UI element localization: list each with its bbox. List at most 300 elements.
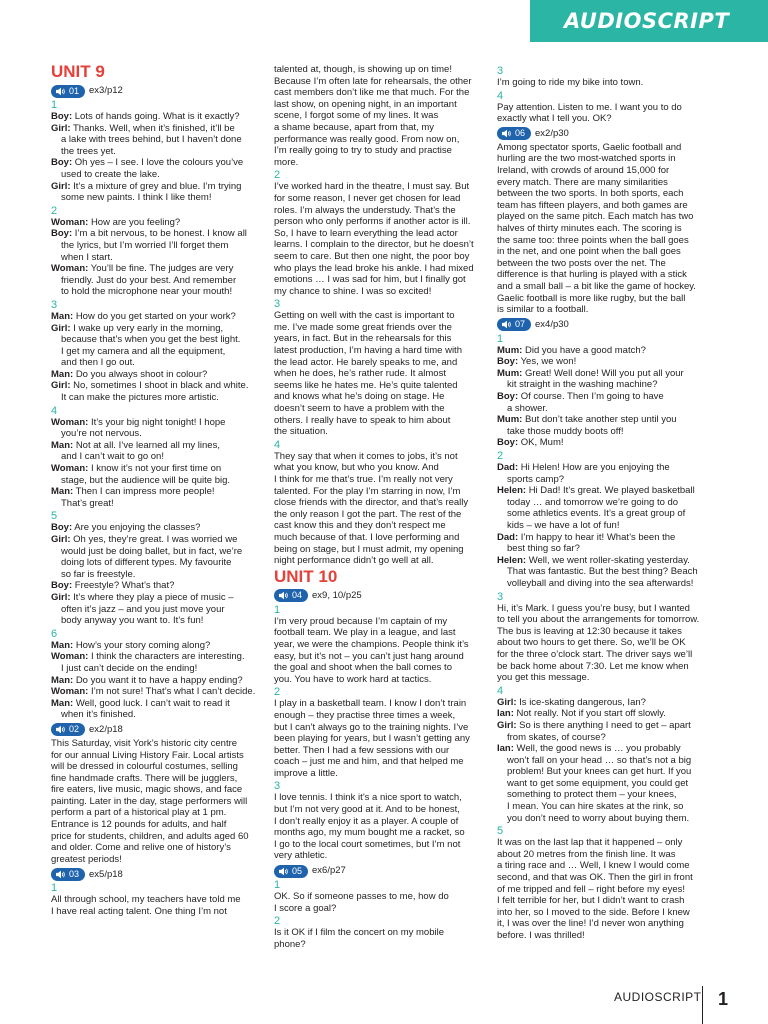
dialogue-line <box>51 111 261 123</box>
text-line: I score a goal? <box>274 902 337 914</box>
banner-title: AUDIOSCRIPT <box>564 9 730 33</box>
item-number: 1 <box>51 882 58 895</box>
audio-track <box>497 318 707 332</box>
dialogue-line <box>497 743 707 755</box>
text-line: before. I was thrilled! <box>497 930 585 941</box>
dialogue-continuation: a shower. <box>507 402 548 414</box>
item-number: 1 <box>274 879 281 892</box>
speaker-name: Man: <box>51 486 74 498</box>
text-line: enough – they practise three times a week, <box>274 709 456 721</box>
dialogue-continuation: sports camp? <box>507 473 565 485</box>
dialogue-continuation: to hold the microphone near your mouth! <box>61 286 233 298</box>
text-line: months ago, my mum bought me a racket, so <box>274 827 465 839</box>
audio-track <box>497 127 707 141</box>
speaker-name: Boy: <box>497 391 519 403</box>
speaker-name: Girl: <box>497 696 517 708</box>
speaker-name: Woman: <box>51 416 89 428</box>
dialogue-line <box>51 463 261 475</box>
item-number: 2 <box>274 686 281 699</box>
text-line: a tiring race and … Well, I knew I would come <box>497 860 690 872</box>
text-line: I’m very proud because I’m captain of my <box>274 615 448 627</box>
dialogue-text: Is ice-skating dangerous, Ian? <box>519 696 646 708</box>
audio-track <box>274 864 482 878</box>
dialogue-text: I think the characters are interesting. <box>90 651 245 663</box>
dialogue-text: Freestyle? What’s that? <box>74 580 175 592</box>
column-middle <box>274 64 482 950</box>
dialogue-text: How do you get started on your work? <box>75 310 236 322</box>
dialogue-text: Thanks. Well, when it’s finished, it’ll be <box>73 122 235 134</box>
dialogue-line <box>497 356 707 368</box>
dialogue-line <box>51 698 261 710</box>
dialogue-continuation: so far is freestyle. <box>61 568 136 580</box>
speaker-name: Helen: <box>497 485 527 497</box>
speaker-name: Boy: <box>51 111 73 122</box>
text-line: and knows what he’s doing on stage. He <box>274 391 445 403</box>
text-line: It was on the last lap that it happened – only <box>497 837 683 849</box>
unit-heading: UNIT 10 <box>274 566 338 586</box>
dialogue-line <box>497 368 707 380</box>
text-line: I don’t really enjoy it as a player. A couple of <box>274 815 459 827</box>
dialogue-line <box>497 708 707 720</box>
dialogue-text: Are you enjoying the classes? <box>74 522 201 534</box>
dialogue-continuation: kit straight in the washing machine? <box>507 379 658 391</box>
text-line: you. You have to work hard at tactics. <box>274 673 432 685</box>
text-line: close friends with the director, and that’s really <box>274 497 469 509</box>
text-line: Because I’m often late for rehearsals, the other <box>274 75 472 87</box>
dialogue-text: I wake up very early in the morning, <box>73 322 224 334</box>
speaker-name: Ian: <box>497 743 514 755</box>
dialogue-continuation: won’t fall on your head … so that’s not a big <box>507 754 692 766</box>
dialogue-continuation: the lyrics, but I’m worried I’ll forget them <box>61 239 229 251</box>
track-number: 06 <box>515 128 526 139</box>
audioscript-banner <box>530 0 768 42</box>
speaker-name: Man: <box>51 310 74 322</box>
item-number: 6 <box>51 627 58 640</box>
text-line: every match. There are many similarities <box>497 176 668 188</box>
text-line: hurling are the two most-watched sports in <box>497 153 676 165</box>
dialogue-continuation: some athletics events. It’s a great group of <box>507 508 686 520</box>
speaker-name: Mum: <box>497 344 523 356</box>
text-line: halves of thirty minutes each. The scoring is <box>497 222 682 234</box>
text-line: So, I have to learn everything the lead actor <box>274 227 458 239</box>
dialogue-text: You’ll be fine. The judges are very <box>90 263 234 275</box>
dialogue-line <box>51 675 261 687</box>
text-line: I love tennis. I think it’s a nice sport to watch, <box>274 792 462 804</box>
dialogue-continuation: I mean. You can hire skates at the rink, so <box>507 801 684 813</box>
exercise-reference: ex4/p30 <box>535 318 569 330</box>
dialogue-text: Did you have a good match? <box>524 344 646 356</box>
audio-track-button[interactable] <box>497 127 531 140</box>
dialogue-line <box>51 534 261 546</box>
dialogue-continuation: from skates, of course? <box>507 731 606 743</box>
speaker-icon <box>279 591 289 600</box>
dialogue-text: OK, Mum! <box>520 437 564 449</box>
dialogue-continuation: problem! But your knees can get hurt. If you <box>507 766 692 778</box>
dialogue-line <box>51 380 261 392</box>
item-number: 4 <box>497 89 504 102</box>
text-line: into her, so I moved to the side. Before I knew <box>497 906 690 918</box>
dialogue-line <box>51 157 261 169</box>
speaker-icon <box>56 87 66 96</box>
speaker-name: Man: <box>51 697 74 709</box>
item-number: 1 <box>51 99 58 111</box>
dialogue-text: Well, good luck. I can’t wait to read it <box>75 697 230 709</box>
speaker-name: Boy: <box>497 356 519 368</box>
dialogue-line <box>51 592 261 604</box>
text-line: being on stage, but I must admit, my opening <box>274 543 464 555</box>
audio-track <box>51 84 261 98</box>
dialogue-line <box>51 440 261 452</box>
text-line: Hi, it’s Mark. I guess you’re busy, but I wanted <box>497 602 690 614</box>
text-line: for the three o’clock start. The driver says we’ll <box>497 648 693 660</box>
audio-track-button[interactable] <box>51 868 85 881</box>
dialogue-continuation: when I start. <box>61 251 113 263</box>
speaker-name: Dad: <box>497 531 519 543</box>
text-line: I have real acting talent. One thing I’m not <box>51 906 227 918</box>
audio-track <box>274 589 482 603</box>
exercise-reference: ex9, 10/p25 <box>312 589 362 601</box>
text-line: I go to the local court sometimes, but I’m not <box>274 838 461 850</box>
text-line: you get this message. <box>497 672 590 684</box>
text-line: They say that when it comes to jobs, it’s not <box>274 450 458 462</box>
item-number: 3 <box>497 65 504 77</box>
item-number: 3 <box>497 590 504 603</box>
text-line: Ireland, with crowds of around 15,000 for <box>497 164 670 176</box>
text-line: the same too: three points when the ball goes <box>497 234 689 246</box>
text-line: be back home about 7:30. Let me know when <box>497 660 689 672</box>
speaker-name: Boy: <box>51 522 73 534</box>
dialogue-text: No, sometimes I shoot in black and white. <box>73 380 249 392</box>
text-line: learns. I complain to the director, but he doesn’t <box>274 239 474 251</box>
text-line: me. I’ve made some great friends over the <box>274 321 452 333</box>
text-line: night performance didn’t go well at all. <box>274 555 434 567</box>
text-line: cast members don’t like me that much. For the <box>274 87 470 99</box>
speaker-name: Ian: <box>497 708 514 720</box>
dialogue-text: I’m happy to hear it! What’s been the <box>520 531 676 543</box>
text-line: Getting on well with the cast is important to <box>274 310 455 322</box>
dialogue-continuation: best thing so far? <box>507 543 580 555</box>
text-line: the lead actor. He barely speaks to me, and <box>274 356 458 368</box>
text-line: of me tripped and fell – right before my eyes! <box>497 883 685 895</box>
text-line: more. <box>274 156 299 168</box>
speaker-name: Girl: <box>51 122 71 134</box>
text-line: but I’m not very good at it. And to be honest, <box>274 804 460 816</box>
audio-track-button[interactable] <box>51 85 85 98</box>
text-line: talented at, though, is showing up on time! <box>274 64 452 75</box>
dialogue-text: So is there anything I need to get – apart <box>519 719 691 731</box>
speaker-icon <box>502 320 512 329</box>
speaker-name: Girl: <box>51 322 71 334</box>
unit-heading: UNIT 9 <box>51 62 105 81</box>
text-line: very athletic. <box>274 850 328 862</box>
text-line: Among spectator sports, Gaelic football and <box>497 141 682 153</box>
text-line: last show, on opening night, in an important <box>274 98 457 110</box>
item-number: 3 <box>274 780 281 793</box>
item-number: 2 <box>51 204 58 217</box>
item-number: 2 <box>274 169 281 182</box>
dialogue-line <box>51 686 261 698</box>
text-line: between the two posts over the net. The <box>497 257 666 269</box>
text-line: when he does, he’s rather rude. It almost <box>274 368 446 380</box>
column-left <box>51 62 261 918</box>
dialogue-line <box>51 263 261 275</box>
exercise-reference: ex6/p27 <box>312 865 346 877</box>
dialogue-line <box>51 217 261 229</box>
text-line: cast know this and they don’t respect me <box>274 520 446 532</box>
text-line: what you know, but who you know. And <box>274 462 439 474</box>
dialogue-text: Oh yes, they’re great. I was worried we <box>73 534 238 545</box>
dialogue-text: I’m a bit nervous, to be honest. I know all <box>74 228 247 240</box>
text-line: scene, I forgot some of my lines. It was <box>274 110 439 122</box>
dialogue-continuation: and I can’t wait to go on! <box>61 451 164 463</box>
dialogue-text: Not really. Not if you start off slowly. <box>516 708 666 720</box>
text-line: I’ve worked hard in the theatre, I must say. But <box>274 181 470 193</box>
track-number: 07 <box>515 319 526 330</box>
text-line: will be dressed in colourful costumes, selling <box>51 761 238 773</box>
item-number: 5 <box>51 510 58 523</box>
speaker-name: Girl: <box>497 719 517 731</box>
speaker-name: Woman: <box>51 263 89 275</box>
text-line: I’m really going to try to study and practise <box>274 145 452 157</box>
dialogue-text: How are you feeling? <box>90 216 181 228</box>
text-line: seems like he hates me. He’s quite talented <box>274 379 458 391</box>
dialogue-line <box>497 345 707 357</box>
speaker-name: Woman: <box>51 463 89 475</box>
dialogue-continuation: It can make the pictures more artistic. <box>61 392 219 404</box>
dialogue-continuation: I just can’t decide on the ending! <box>61 662 198 674</box>
text-line: team has fifteen players, and both games are <box>497 199 688 211</box>
text-line: much because of that. I love performing and <box>274 531 460 543</box>
dialogue-text: I know it’s not your first time on <box>90 463 222 475</box>
speaker-icon <box>279 867 289 876</box>
dialogue-continuation: friendly. Just do your best. And remember <box>61 274 237 286</box>
footer-label: AUDIOSCRIPT <box>614 990 702 1004</box>
audio-track-button[interactable] <box>274 589 308 602</box>
text-line: coach – just me and him, and that helped me <box>274 756 464 768</box>
track-number: 04 <box>292 590 303 601</box>
item-number: 4 <box>274 438 281 451</box>
dialogue-text: Well, we went roller-skating yesterday. <box>528 554 690 566</box>
dialogue-text: How’s your story coming along? <box>75 639 211 651</box>
text-line: better. Then I had a few sessions with our <box>274 744 450 756</box>
dialogue-text: Of course. Then I’m going to have <box>520 391 664 403</box>
dialogue-line <box>51 651 261 663</box>
track-number: 05 <box>292 865 303 876</box>
item-number: 2 <box>497 450 504 463</box>
text-line: latest production, I’m having a hard time with <box>274 345 462 357</box>
text-line: a shame because, apart from that, my <box>274 121 434 133</box>
text-line: for our annual Living History Fair. Local artists <box>51 749 244 761</box>
dialogue-line <box>51 228 261 240</box>
dialogue-text: Do you always shoot in colour? <box>75 368 208 380</box>
text-line: fire eaters, live music, magic shows, and face <box>51 784 243 796</box>
exercise-reference: ex5/p18 <box>89 868 123 880</box>
text-line: it, I was over the line! I’d never won anything <box>497 918 684 930</box>
dialogue-continuation: kids – we have a lot of fun! <box>507 520 620 531</box>
dialogue-continuation: a lake with trees behind, but I haven’t done <box>61 134 242 146</box>
dialogue-text: It’s where they play a piece of music – <box>73 591 234 603</box>
speaker-name: Helen: <box>497 554 527 566</box>
dialogue-continuation: I get my camera and all the equipment, <box>61 345 226 357</box>
exercise-reference: ex2/p30 <box>535 127 569 139</box>
dialogue-line <box>497 485 707 497</box>
dialogue-line <box>51 417 261 429</box>
text-line: and a small ball – a bit like the game of hockey. <box>497 280 696 292</box>
dialogue-continuation: take those muddy boots off! <box>507 425 624 437</box>
text-line: easy, but it’s not – you can’t just hang around <box>274 650 464 662</box>
speaker-name: Mum: <box>497 367 523 379</box>
dialogue-line <box>51 522 261 534</box>
text-line: the situation. <box>274 426 328 438</box>
text-line: football team. We play in a league, and last <box>274 627 456 639</box>
dialogue-continuation: volleyball and diving into the sea afterwards! <box>507 577 694 589</box>
dialogue-line <box>51 311 261 323</box>
text-line: and older. Come and relive one of history’s <box>51 842 231 854</box>
dialogue-continuation: something to protect them – your knees, <box>507 789 677 801</box>
text-line: the only reason I got the part. The rest of the <box>274 508 462 520</box>
text-line: about two hours to get there. So, we’ll be OK <box>497 637 686 649</box>
dialogue-text: Then I can impress more people! <box>75 486 215 498</box>
audio-track-button[interactable] <box>497 318 531 331</box>
dialogue-line <box>497 414 707 426</box>
audio-track <box>51 867 261 881</box>
text-line: Pay attention. Listen to me. I want you to do <box>497 101 682 113</box>
track-number: 03 <box>69 868 80 879</box>
speaker-name: Woman: <box>51 651 89 663</box>
dialogue-line <box>51 580 261 592</box>
dialogue-continuation: stage, but the audience will be quite big. <box>61 474 231 486</box>
audio-track-button[interactable] <box>51 723 85 736</box>
text-line: I think for me that’s true. I’m really not very <box>274 474 453 485</box>
dialogue-continuation: the trees yet. <box>61 145 116 157</box>
text-line: for some reason, I never get chosen for lead <box>274 192 461 204</box>
exercise-reference: ex3/p12 <box>89 85 123 97</box>
dialogue-line <box>51 369 261 381</box>
text-line: performance was really good. From now on, <box>274 133 460 145</box>
audio-track-button[interactable] <box>274 865 308 878</box>
text-line: played on the same pitch. Each match has two <box>497 211 694 223</box>
text-line: between the two sports. In both sports, each <box>497 188 684 200</box>
text-line: exactly what I tell you. OK? <box>497 113 612 125</box>
track-number: 02 <box>69 724 80 735</box>
text-line: person who only performs if another actor is ill. <box>274 216 471 228</box>
dialogue-line <box>51 123 261 135</box>
text-line: This Saturday, visit York’s historic city centre <box>51 737 238 749</box>
audio-track <box>51 723 261 737</box>
dialogue-line <box>497 391 707 403</box>
speaker-icon <box>56 870 66 879</box>
speaker-icon <box>56 725 66 734</box>
dialogue-continuation: you don’t need to worry about buying them. <box>507 812 690 824</box>
dialogue-continuation: some new paints. I think I like them! <box>61 192 212 204</box>
text-line: to tell you about the arrangements for tomorrow. <box>497 614 700 626</box>
text-line: others. I really have to speak to him about <box>274 414 451 426</box>
dialogue-line <box>51 181 261 193</box>
text-line: I felt terrible for her, but I didn’t want to crash <box>497 895 685 907</box>
text-line: I play in a basketball team. I know I don’t train <box>274 698 467 710</box>
text-line: doesn’t seem to have a problem with the <box>274 403 445 415</box>
dialogue-text: Lots of hands going. What is it exactly? <box>74 111 240 122</box>
text-line: The bus is leaving at 12:30 because it takes <box>497 625 682 637</box>
dialogue-line <box>497 437 707 449</box>
dialogue-text: It’s a mixture of grey and blue. I’m trying <box>73 180 242 192</box>
dialogue-text: Yes, we won! <box>520 356 577 368</box>
speaker-name: Boy: <box>51 157 73 169</box>
text-line: Is it OK if I film the concert on my mobile <box>274 927 444 939</box>
text-line: been playing for years, but I wasn’t getting any <box>274 733 470 745</box>
dialogue-continuation: you’re not nervous. <box>61 428 142 440</box>
speaker-name: Girl: <box>51 591 71 603</box>
text-line: price for students, children, and adults aged 60 <box>51 830 249 842</box>
dialogue-continuation: used to create the lake. <box>61 168 160 180</box>
item-number: 1 <box>497 332 504 345</box>
speaker-name: Man: <box>51 439 74 451</box>
text-line: roles. I’m always the understudy. That’s the <box>274 204 456 216</box>
text-line: phone? <box>274 938 306 950</box>
dialogue-continuation: when it’s finished. <box>61 709 136 721</box>
column-right <box>497 64 707 942</box>
text-line: the goal and shoot when the ball comes to <box>274 662 452 674</box>
speaker-name: Man: <box>51 639 74 651</box>
dialogue-continuation: because that’s when you get the best light. <box>61 334 241 346</box>
text-line: my chance to shine. I was so excited! <box>274 285 432 297</box>
text-line: painting. Later in the day, stage performers will <box>51 795 248 807</box>
dialogue-continuation: today … and tomorrow we’re going to do <box>507 496 679 508</box>
speaker-name: Boy: <box>51 228 73 240</box>
speaker-name: Man: <box>51 368 74 380</box>
exercise-reference: ex2/p18 <box>89 724 123 736</box>
dialogue-continuation: would just be doing ballet, but in fact, we’re <box>61 545 243 557</box>
text-line: Entrance is 12 pounds for adults, and half <box>51 819 227 831</box>
dialogue-line <box>497 697 707 709</box>
speaker-name: Dad: <box>497 462 519 474</box>
dialogue-line <box>51 323 261 335</box>
footer-divider <box>702 986 703 1024</box>
speaker-icon <box>502 129 512 138</box>
dialogue-text: Not at all. I’ve learned all my lines, <box>75 439 220 451</box>
dialogue-line <box>497 555 707 567</box>
text-line: seem to care. But then one night, the poor boy <box>274 250 470 262</box>
text-line: I’m going to ride my bike into town. <box>497 77 644 88</box>
dialogue-continuation: want to get some equipment, you could get <box>507 777 689 789</box>
text-line: emotions … I was sad for him, but I finally got <box>274 274 466 286</box>
text-line: improve a little. <box>274 767 338 779</box>
speaker-name: Boy: <box>497 437 519 449</box>
text-line: greatest periods! <box>51 853 122 865</box>
dialogue-text: Great! Well done! Will you put all your <box>524 367 684 379</box>
text-line: in the net, and one point when the ball goes <box>497 246 681 258</box>
text-line: year, we were the champions. People think it’s <box>274 638 469 650</box>
dialogue-text: But don’t take another step until you <box>524 414 677 426</box>
text-line: is similar to a football. <box>497 304 589 316</box>
dialogue-continuation: body anyway you want to. It’s fun! <box>61 615 204 627</box>
item-number: 4 <box>497 684 504 697</box>
item-number: 3 <box>51 298 58 311</box>
item-number: 5 <box>497 825 504 838</box>
dialogue-continuation: and then I go out. <box>61 357 135 369</box>
dialogue-line <box>497 462 707 474</box>
dialogue-text: Hi Dad! It’s great. We played basketball <box>528 485 695 497</box>
track-number: 01 <box>69 85 80 96</box>
text-line: OK. So if someone passes to me, how do <box>274 891 449 903</box>
dialogue-text: It’s your big night tonight! I hope <box>90 416 226 428</box>
item-number: 4 <box>51 404 58 417</box>
text-line: second, and that was OK. Then the girl in front <box>497 872 693 884</box>
text-line: fine handmade crafts. There will be jugglers, <box>51 772 238 784</box>
item-number: 3 <box>274 298 281 311</box>
page-number: 1 <box>718 989 729 1009</box>
dialogue-text: Do you want it to have a happy ending? <box>75 674 243 686</box>
